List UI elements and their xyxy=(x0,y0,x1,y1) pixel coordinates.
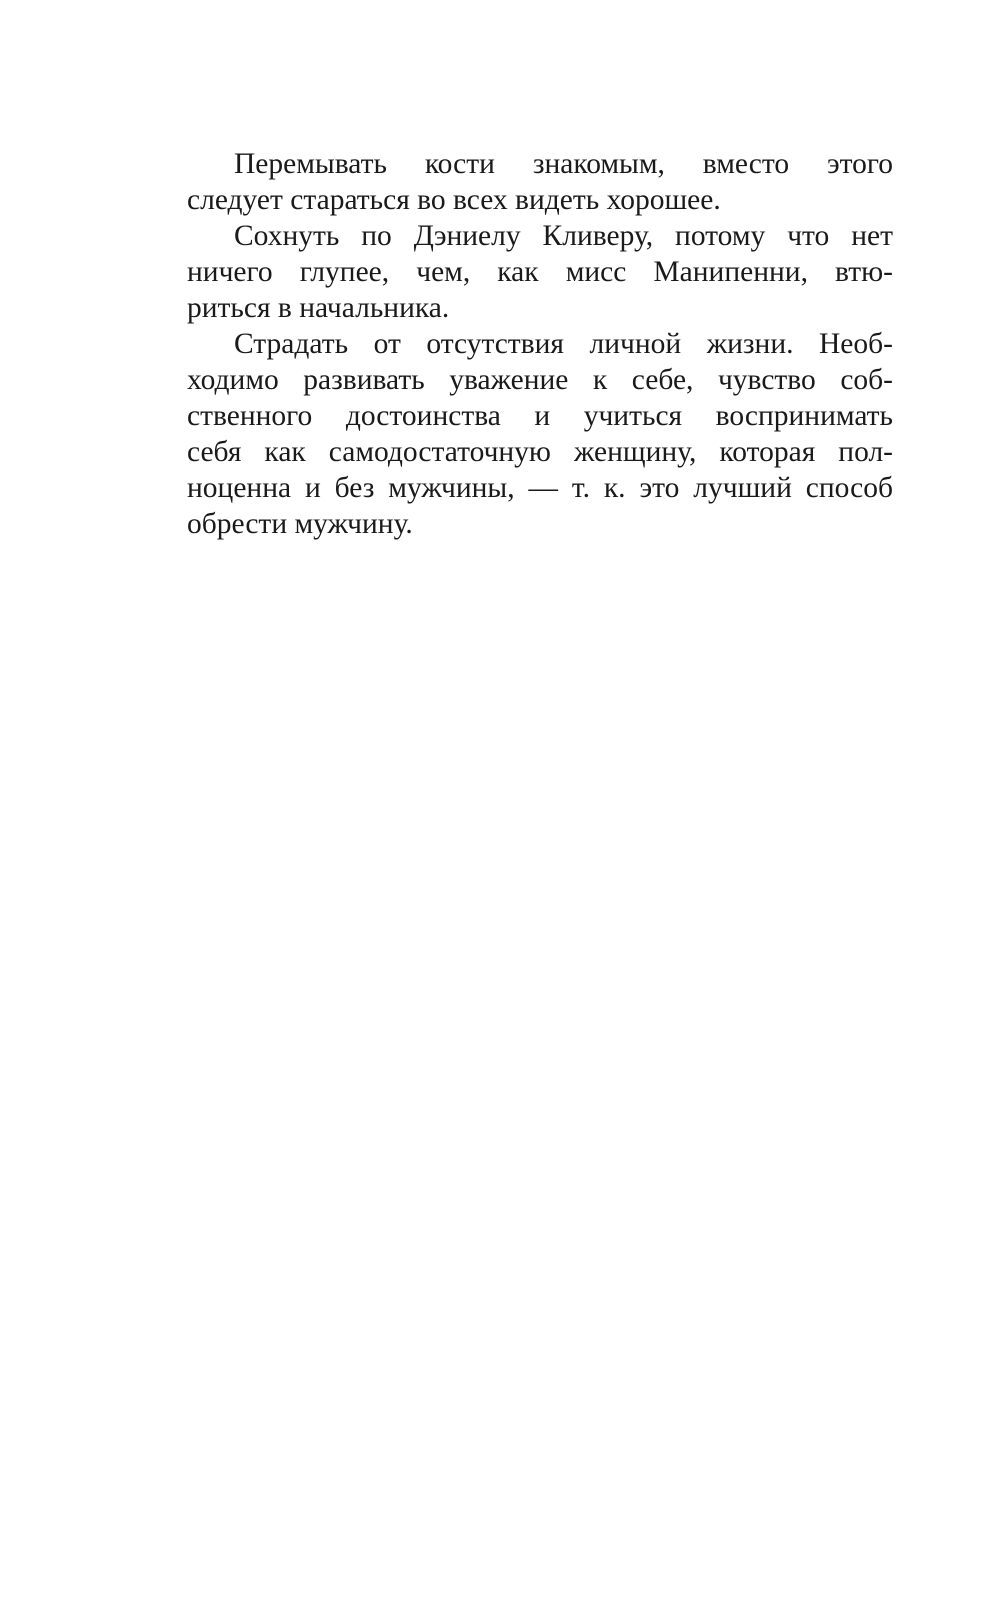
text-line: обрести мужчину. xyxy=(187,508,413,540)
text-line: Перемывать кости знакомым, вместо этого xyxy=(234,148,893,180)
text-line: следует стараться во всех видеть хорошее. xyxy=(187,184,721,216)
text-line: ничего глупее, чем, как мисс Манипенни, втю- xyxy=(187,256,893,288)
paragraph xyxy=(187,218,893,326)
paragraph xyxy=(187,326,893,542)
text-line: Сохнуть по Дэниелу Кливеру, потому что нет xyxy=(234,220,893,252)
text-line: ственного достоинства и учиться воспринимать xyxy=(187,400,893,432)
text-line: Страдать от отсутствия личной жизни. Необ- xyxy=(234,328,893,360)
text-line: риться в начальника. xyxy=(187,292,450,324)
text-line: себя как самодостаточную женщину, которая пол- xyxy=(187,436,893,468)
text-line: ноценна и без мужчины, — т. к. это лучший способ xyxy=(187,472,893,504)
body-text xyxy=(187,146,893,542)
text-line: ходимо развивать уважение к себе, чувство соб- xyxy=(187,364,893,396)
paragraph xyxy=(187,146,893,218)
